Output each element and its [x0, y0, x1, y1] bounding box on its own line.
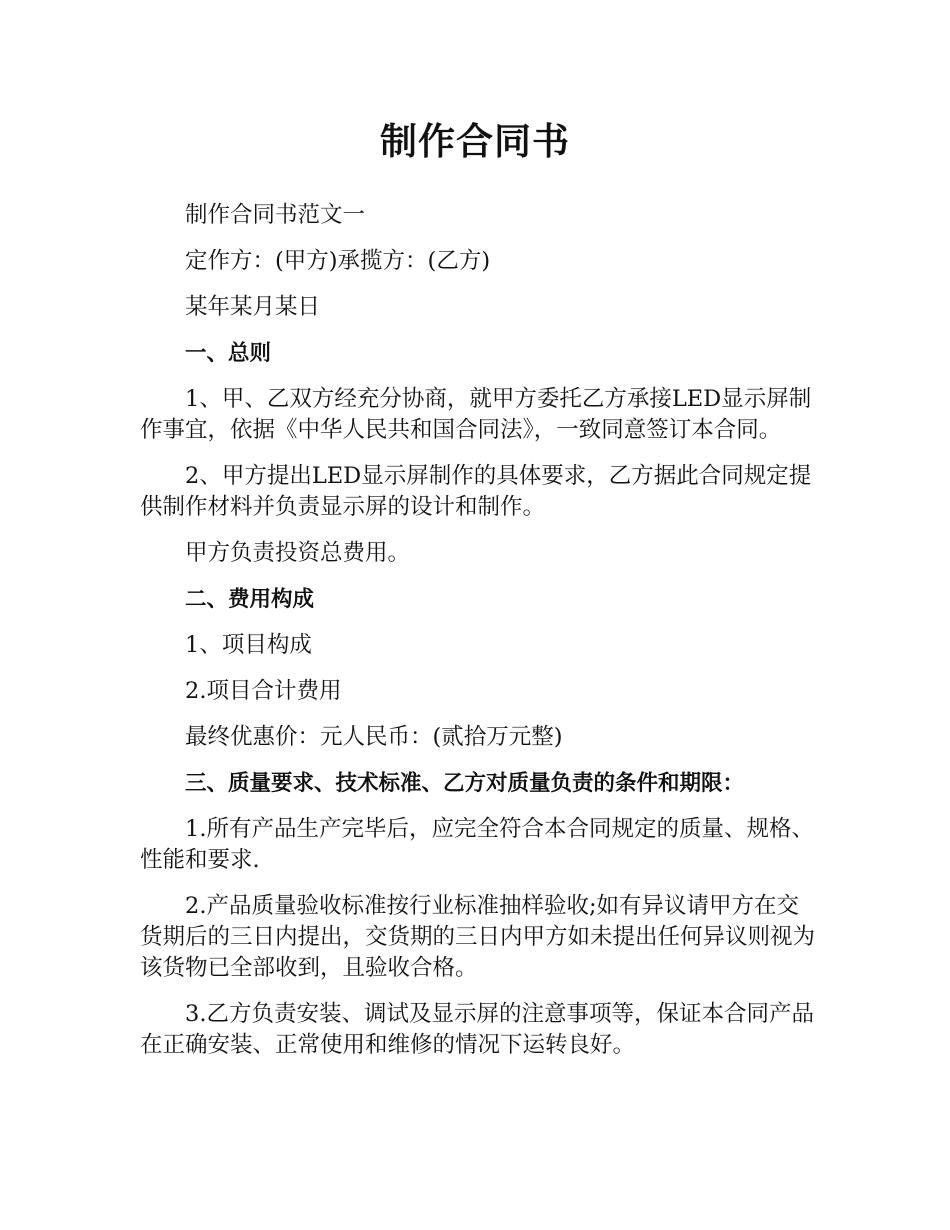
clause-paragraph: 2.项目合计费用	[185, 678, 342, 704]
parties-line: 定作方：(甲方)承揽方：(乙方)	[185, 248, 491, 274]
clause-paragraph: 2、甲方提出LED显示屏制作的具体要求，乙方据此合同规定提供制作材料并负责显示屏的设计和制作。	[140, 463, 812, 520]
clause-paragraph: 1.所有产品生产完毕后，应完全符合本合同规定的质量、规格、性能和要求.	[140, 816, 814, 873]
section-heading: 二、费用构成	[185, 587, 315, 612]
clause-paragraph: 1、甲、乙双方经充分协商，就甲方委托乙方承接LED显示屏制作事宜，依据《中华人民共和国合同法》，一致同意签订本合同。	[140, 386, 812, 443]
clause-paragraph: 甲方负责投资总费用。	[185, 540, 411, 566]
document-title: 制作合同书	[380, 120, 570, 163]
clause-paragraph: 1、项目构成	[185, 632, 312, 658]
section-heading: 一、总则	[185, 341, 272, 366]
document-body	[140, 200, 820, 1076]
clause-paragraph: 3.乙方负责安装、调试及显示屏的注意事项等，保证本合同产品在正确安装、正常使用和维修的情况下运转良好。	[140, 1001, 814, 1058]
section-heading: 三、质量要求、技术标准、乙方对质量负责的条件和期限：	[185, 771, 745, 796]
final-price-line: 最终优惠价：元人民币：(贰拾万元整)	[185, 724, 563, 750]
subtitle: 制作合同书范文一	[185, 202, 366, 228]
clause-paragraph: 2.产品质量验收标准按行业标准抽样验收;如有异议请甲方在交货期后的三日内提出，交货期的三日内甲方如未提出任何异议则视为该货物已全部收到，且验收合格。	[140, 893, 816, 981]
date-line: 某年某月某日	[185, 294, 321, 320]
